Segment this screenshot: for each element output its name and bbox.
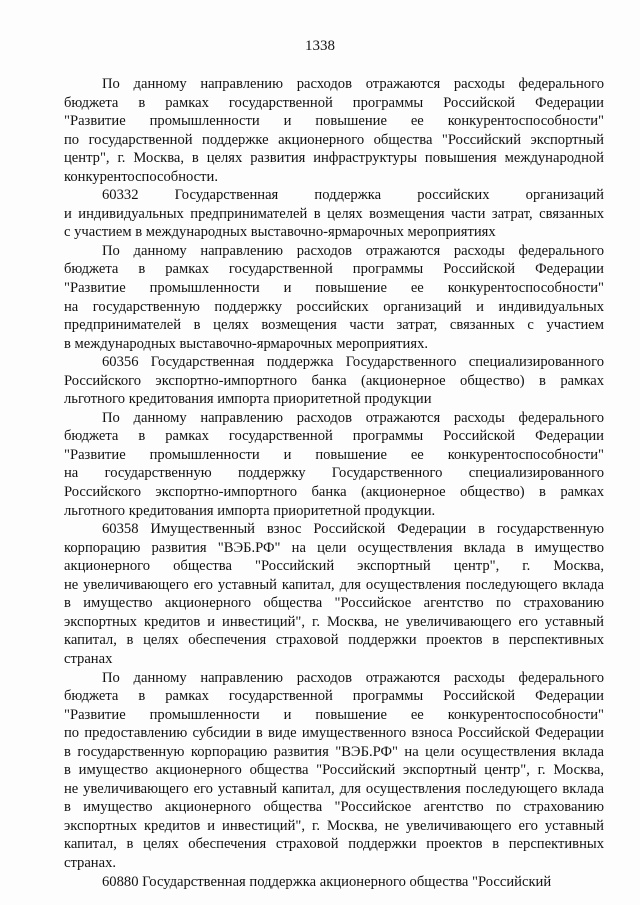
paragraph-line: корпорацию развития "ВЭБ.РФ" на цели осуществления вклада в имущество bbox=[64, 539, 604, 556]
paragraph-line: экспортных кредитов и инвестиций", г. Москва, не увеличивающего его уставный bbox=[64, 817, 604, 834]
paragraph-line: в международных выставочно-ярмарочных мероприятиях. bbox=[64, 335, 429, 352]
paragraph bbox=[64, 75, 604, 186]
paragraph-line: Российского экспортно-импортного банка (акционерное общество) в рамках bbox=[64, 372, 604, 389]
paragraph-line: и индивидуальных предпринимателей в целях возмещения части затрат, связанных bbox=[64, 205, 604, 222]
paragraph bbox=[64, 873, 604, 892]
paragraph-line: бюджета в рамках государственной программы Российской Федерации bbox=[64, 688, 604, 705]
paragraph-line: 60332 Государственная поддержка российских организаций bbox=[102, 187, 604, 204]
paragraph-line: не увеличивающего его уставный капитал, для осуществления последующего вклада bbox=[64, 576, 604, 593]
paragraph-line: на государственную поддержку российских организаций и индивидуальных bbox=[64, 298, 604, 315]
paragraph-line: по государственной поддержке акционерного общества "Российский экспортный bbox=[64, 131, 604, 148]
paragraph-line: 60356 Государственная поддержка Государственного специализированного bbox=[102, 354, 604, 371]
paragraph-line: бюджета в рамках государственной программы Российской Федерации bbox=[64, 261, 604, 278]
paragraph bbox=[64, 409, 604, 520]
paragraph-line: По данному направлению расходов отражаются расходы федерального bbox=[102, 669, 604, 686]
paragraph-line: странах. bbox=[64, 854, 117, 871]
paragraph-line: льготного кредитования импорта приоритетной продукции. bbox=[64, 502, 436, 519]
paragraph-line: в имущество акционерного общества "Российское агентство по страхованию bbox=[64, 799, 604, 816]
paragraph-line: в государственную корпорацию развития "ВЭБ.РФ" на цели осуществления вклада bbox=[64, 743, 604, 760]
paragraph-line: капитал, в целях обеспечения страховой поддержки проектов в перспективных bbox=[64, 836, 604, 853]
paragraph-line: на государственную поддержку Государственного специализированного bbox=[64, 465, 604, 482]
paragraph-line: бюджета в рамках государственной программы Российской Федерации bbox=[64, 94, 604, 111]
paragraph bbox=[64, 186, 604, 242]
paragraph-line: конкурентоспособности. bbox=[64, 168, 218, 185]
paragraph-line: в имущество акционерного общества "Российский экспортный центр", г. Москва, bbox=[64, 762, 604, 779]
paragraph-line: 60880 Государственная поддержка акционерного общества "Российский bbox=[102, 873, 552, 890]
paragraph-line: "Развитие промышленности и повышение ее конкурентоспособности" bbox=[64, 113, 604, 130]
paragraph-line: 60358 Имущественный взнос Российской Федерации в государственную bbox=[102, 521, 604, 538]
paragraph-line: капитал, в целях обеспечения страховой поддержки проектов в перспективных bbox=[64, 632, 604, 649]
paragraph-line: "Развитие промышленности и повышение ее конкурентоспособности" bbox=[64, 706, 604, 723]
paragraph-line: льготного кредитования импорта приоритетной продукции bbox=[64, 391, 432, 408]
paragraph-line: предпринимателей в целях возмещения части затрат, связанных с участием bbox=[64, 317, 604, 334]
paragraph bbox=[64, 669, 604, 873]
paragraph-line: не увеличивающего его уставный капитал, для осуществления последующего вклада bbox=[64, 780, 604, 797]
paragraph-line: По данному направлению расходов отражаются расходы федерального bbox=[102, 76, 604, 92]
paragraph-line: странах bbox=[64, 650, 113, 667]
paragraph bbox=[64, 353, 604, 409]
paragraph-line: Российского экспортно-импортного банка (акционерное общество) в рамках bbox=[64, 484, 604, 501]
page-number: 1338 bbox=[305, 38, 335, 54]
paragraph-line: бюджета в рамках государственной программы Российской Федерации bbox=[64, 428, 604, 445]
paragraph bbox=[64, 520, 604, 668]
paragraph-line: экспортных кредитов и инвестиций", г. Москва, не увеличивающего его уставный bbox=[64, 613, 604, 630]
paragraph-line: по предоставлению субсидии в виде имущественного взноса Российской Федерации bbox=[64, 725, 604, 742]
paragraph bbox=[64, 242, 604, 353]
paragraph-line: По данному направлению расходов отражаются расходы федерального bbox=[102, 242, 604, 259]
paragraph-line: с участием в международных выставочно-ярмарочных мероприятиях bbox=[64, 224, 496, 241]
paragraph-line: По данному направлению расходов отражаются расходы федерального bbox=[102, 409, 604, 426]
paragraph-line: акционерного общества "Российский экспортный центр", г. Москва, bbox=[64, 558, 604, 575]
paragraph-line: центр", г. Москва, в целях развития инфраструктуры повышения международной bbox=[64, 150, 604, 167]
paragraph-line: в имущество акционерного общества "Российское агентство по страхованию bbox=[64, 595, 604, 612]
paragraph-line: "Развитие промышленности и повышение ее конкурентоспособности" bbox=[64, 446, 604, 463]
paragraph-line: "Развитие промышленности и повышение ее конкурентоспособности" bbox=[64, 280, 604, 297]
document-body bbox=[64, 75, 604, 891]
